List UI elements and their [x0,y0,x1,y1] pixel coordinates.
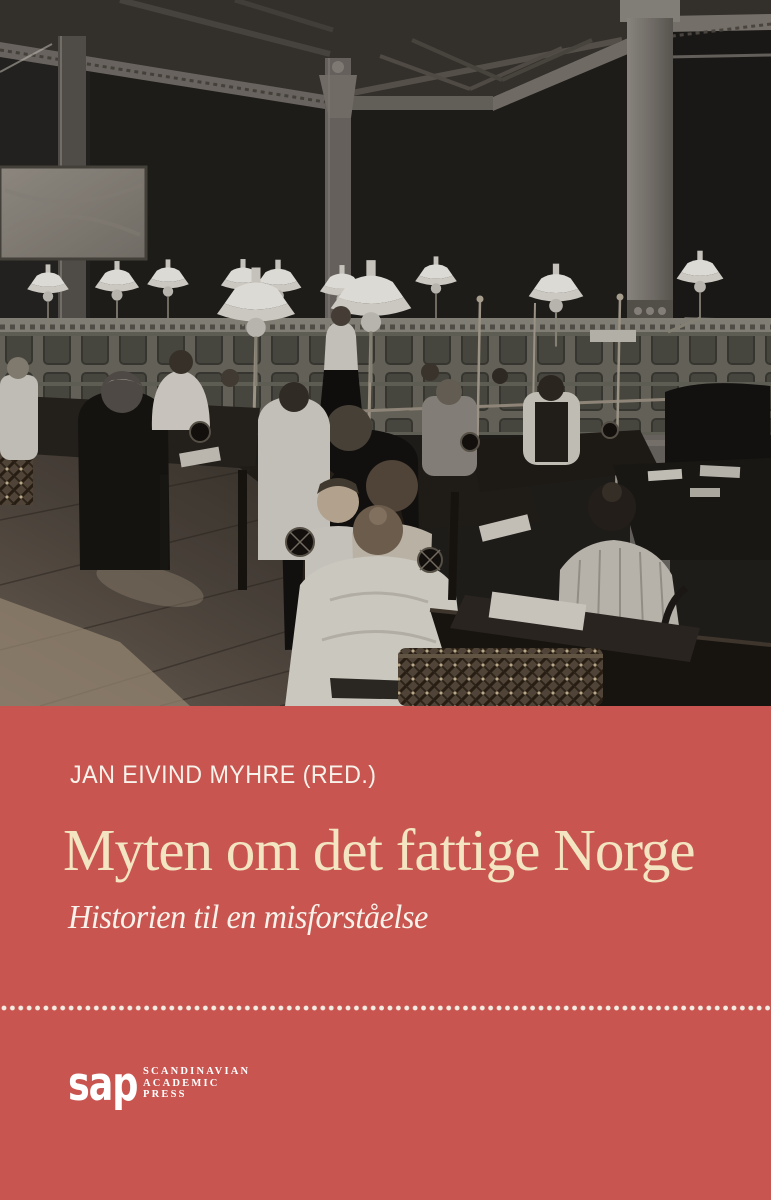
dotted-separator [0,1003,771,1014]
book-subtitle: Historien til en misforståelse [68,899,428,936]
publisher-name-line-1: SCANDINAVIAN [143,1066,251,1077]
publisher-logo: sap [68,1057,138,1112]
publisher-name [143,1066,250,1101]
author-line: JAN EIVIND MYHRE (RED.) [70,761,377,789]
publisher-name-line-3: PRESS [143,1089,187,1100]
publisher-name-line-2: ACADEMIC [143,1077,220,1089]
book-title: Myten om det fattige Norge [63,817,695,883]
publisher-block [68,1057,251,1130]
